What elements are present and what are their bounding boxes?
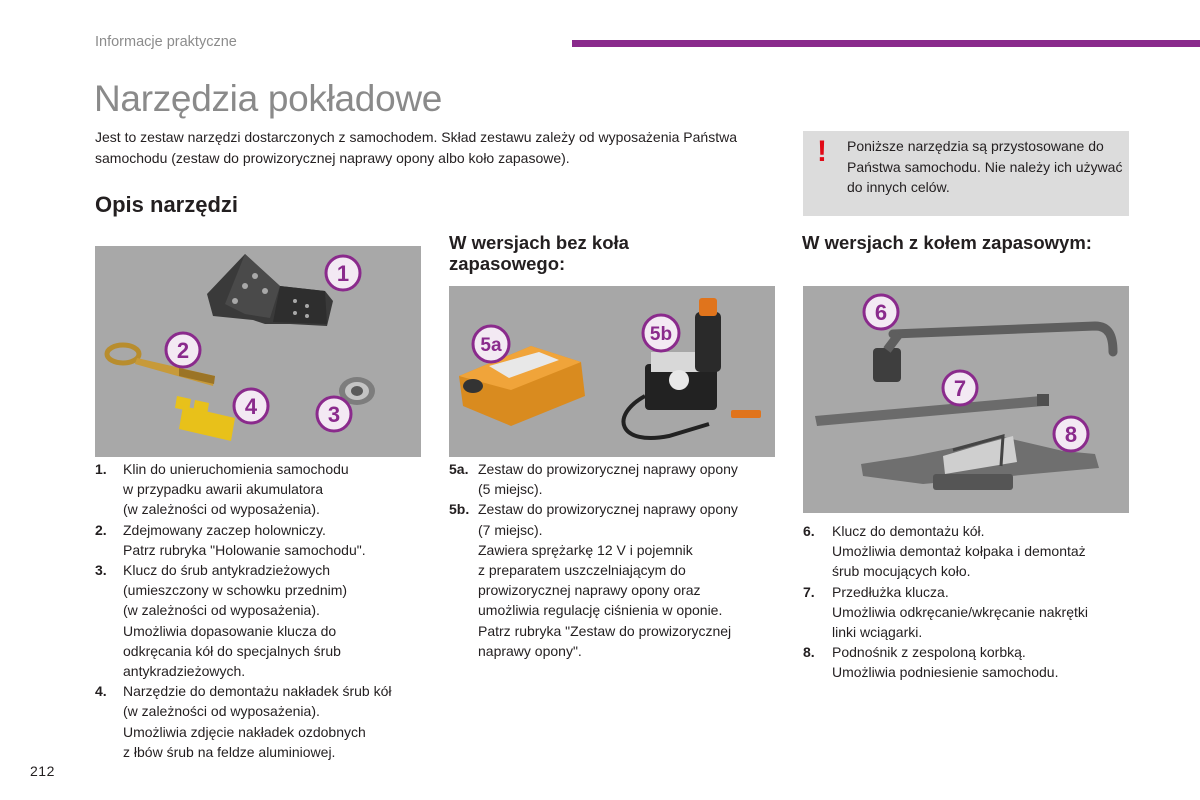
svg-text:8: 8 — [1064, 422, 1078, 447]
svg-text:5a: 5a — [480, 335, 502, 356]
page-title: Narzędzia pokładowe — [94, 78, 443, 119]
badge-5a — [473, 326, 509, 362]
warning-note-box — [803, 131, 1129, 216]
list-item-text: Klucz do demontażu kół. Umożliwia demontaż kołpaka i demontaż śrub mocujących koło. — [832, 523, 1086, 580]
badge-4 — [234, 389, 268, 423]
list-item — [803, 521, 1133, 582]
list-item — [449, 499, 779, 661]
badge-3 — [317, 397, 351, 431]
list-item-number: 8. — [803, 644, 815, 661]
svg-text:4: 4 — [244, 394, 258, 419]
col2-heading: W wersjach bez koła zapasowego: — [449, 232, 629, 274]
svg-text:5b: 5b — [649, 324, 673, 345]
page-number: 212 — [30, 763, 55, 779]
badge-7 — [943, 371, 977, 405]
list-item-number: 5a. — [449, 461, 469, 477]
list-item — [95, 520, 425, 560]
list-item-number: 6. — [803, 523, 815, 539]
col3-heading: W wersjach z kołem zapasowym: — [802, 232, 1092, 253]
list-item-text: Przedłużka klucza. Umożliwia odkręcanie/wkręcanie nakrętki linki wciągarki. — [832, 583, 1088, 641]
spare-wheel-tools-list — [803, 521, 1133, 683]
list-item-number: 1. — [95, 461, 107, 477]
badge-6 — [864, 295, 898, 329]
svg-text:6: 6 — [874, 300, 888, 325]
list-item — [803, 582, 1133, 643]
list-item-text: Klucz do śrub antykradzieżowych (umieszczony w schowku przednim) (w zależności od wyposażenia). Umożliwia dopasowanie klucza do odkręcania kół do specjalnych śrub antykradzieżowych. — [123, 562, 348, 680]
list-item-text: Podnośnik z zespoloną korbką. Umożliwia podniesienie samochodu. — [832, 644, 1059, 681]
list-item-text: Narzędzie do demontażu nakładek śrub kół (w zależności od wyposażenia). Umożliwia zdjęcie nakładek ozdobnych z łbów śrub na feldze aluminiowej. — [123, 683, 392, 760]
list-item-number: 5b. — [449, 501, 470, 518]
badge-5b — [643, 315, 679, 351]
svg-text:2: 2 — [176, 338, 190, 363]
list-item-text: Zestaw do prowizorycznej naprawy opony (7 miejsc). Zawiera sprężarkę 12 V i pojemnik z preparatem uszczelniającym do prowizorycznej naprawy opony oraz umożliwia regulację ciśnienia w oponie. Patrz rubryka "Zestaw do prowizorycznej naprawy opony". — [478, 501, 738, 659]
section-label: Informacje praktyczne — [95, 34, 237, 50]
header-accent-bar — [572, 40, 1200, 47]
intro-paragraph: Jest to zestaw narzędzi dostarczonych z samochodem. Skład zestawu zależy od wyposażenia Państwa samochodu (zestaw do prowizorycznej naprawy opony albo koło zapasowe). — [95, 129, 737, 166]
list-item — [95, 459, 425, 520]
svg-text:7: 7 — [953, 376, 967, 401]
list-item-text: Zdejmowany zaczep holowniczy. Patrz rubryka "Holowanie samochodu". — [123, 521, 366, 558]
list-item-number: 2. — [95, 521, 107, 538]
badge-1 — [326, 256, 360, 290]
list-item — [803, 642, 1133, 682]
list-item-number: 7. — [803, 583, 815, 600]
repair-kit-list — [449, 459, 779, 661]
section-heading: Opis narzędzi — [95, 192, 239, 217]
badge-2 — [166, 333, 200, 367]
svg-text:3: 3 — [327, 402, 341, 427]
warning-note-text: Poniższe narzędzia są przystosowane do Państwa samochodu. Nie należy ich używać do innych celów. — [847, 138, 1123, 195]
tools-list — [95, 459, 425, 762]
list-item — [449, 459, 779, 499]
list-item-text: Zestaw do prowizorycznej naprawy opony (5 miejsc). — [478, 461, 738, 498]
list-item — [95, 560, 425, 681]
badge-8 — [1054, 417, 1088, 451]
spare-wheel-tools-photo — [803, 286, 1129, 513]
svg-text:1: 1 — [336, 261, 350, 286]
repair-kit-photo — [449, 286, 775, 457]
tools-photo — [95, 246, 421, 457]
list-item — [95, 681, 425, 762]
exclamation-icon: ! — [817, 135, 827, 168]
list-item-number: 3. — [95, 562, 107, 579]
list-item-number: 4. — [95, 683, 107, 700]
list-item-text: Klin do unieruchomienia samochodu w przypadku awarii akumulatora (w zależności od wyposażenia). — [123, 461, 349, 518]
